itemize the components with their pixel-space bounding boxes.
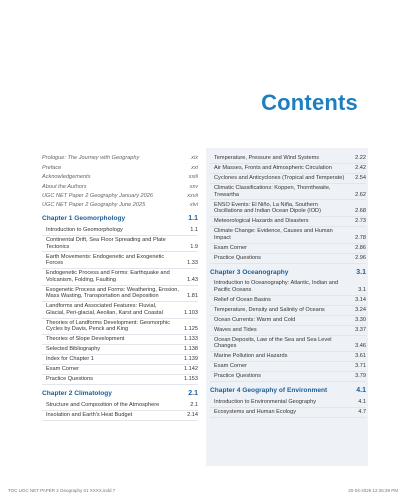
toc-entry-title: Continental Drift, Sea Floor Spreading and Plate Tectonics — [46, 237, 166, 250]
toc-entry-page: 4.1 — [358, 398, 366, 405]
toc-entry — [210, 306, 366, 316]
toc-entry-title: Theories of Slope Development — [46, 336, 125, 343]
toc-entry-page: 4.7 — [358, 408, 366, 415]
toc-entry-title: Exam Corner — [46, 366, 79, 373]
toc-entry-page: 2.62 — [355, 191, 366, 198]
toc-entry-title: Practice Questions — [46, 376, 93, 383]
toc-entry-title: Practice Questions — [214, 254, 261, 261]
toc-entry — [210, 279, 366, 296]
toc-front-matter-entry — [42, 182, 198, 191]
toc-chapter-heading — [210, 269, 366, 280]
print-footer — [8, 488, 398, 493]
toc-entry — [210, 244, 366, 254]
toc-entry — [42, 411, 198, 421]
toc-entry-page: 2.54 — [355, 175, 366, 182]
toc-chapter-heading — [210, 387, 366, 398]
toc-entry — [42, 269, 198, 286]
toc-front-matter-entry — [42, 154, 198, 163]
toc-entry-page: xxi — [191, 164, 198, 171]
toc-entry — [42, 226, 198, 236]
footer-file: TOC UGC NET PAPER 2 Geography 01 XXXX.indd 7 — [8, 488, 116, 493]
toc-entry-page: 2.73 — [355, 218, 366, 225]
toc-entry — [210, 164, 366, 174]
toc-entry-title: Insolation and Earth's Heat Budget — [46, 411, 133, 418]
toc-entry-page: 2.96 — [355, 254, 366, 261]
toc-entry-title: Chapter 3 Oceanography — [210, 268, 289, 276]
toc-entry-title: Practice Questions — [214, 373, 261, 380]
toc-entry-title: Introduction to Environmental Geography — [214, 398, 316, 405]
toc-entry-page: 3.30 — [355, 316, 366, 323]
toc-front-matter-entry — [42, 173, 198, 182]
toc-entry-page: 2.22 — [355, 155, 366, 162]
toc-entry-title: About the Authors — [42, 183, 87, 190]
toc-entry-title: Temperature, Pressure and Wind Systems — [214, 155, 320, 162]
toc-entry — [42, 252, 198, 269]
toc-front-matter-entry — [42, 201, 198, 210]
toc-entry-title: Exogenetic Process and Forms: Weathering, Erosion, Mass Wasting, Transportation and Deposition — [46, 286, 179, 300]
toc-entry — [210, 254, 366, 264]
toc-entry-page: 2.42 — [355, 165, 366, 172]
toc-entry-title: Selected Bibliography — [46, 346, 101, 353]
toc-entry-title: Acknowledgements — [42, 174, 91, 181]
toc-entry — [42, 319, 198, 336]
toc-entry-title: Cyclones and Anticyclones (Tropical and Temperate) — [214, 175, 345, 182]
toc-entry-title: Landforms and Associated Features: Fluvial, Glacial, Peri-glacial, Aeolian, Karst and Coastal — [46, 303, 163, 316]
toc-entry-title: Introduction to Oceanography: Atlantic, Indian and Pacific Oceans — [214, 280, 339, 293]
toc-entry-page: 1.81 — [187, 293, 198, 300]
toc-entry-title: ENSO Events: El Niño, La Niña, Southern Oscillations and Indian Ocean Dipole (IOD) — [214, 201, 321, 215]
toc-entry-title: Prologue: The Journey with Geography — [42, 155, 140, 162]
toc-entry-title: Ocean Currents: Warm and Cold — [214, 316, 296, 323]
toc-entry-page: 1.1 — [188, 215, 198, 223]
toc-entry-page: 1.9 — [190, 243, 198, 250]
toc-entry — [210, 154, 366, 164]
toc-entry — [210, 200, 366, 217]
toc-entry-title: Earth Movements: Endogenetic and Exogenetic Forces — [46, 253, 165, 267]
toc-entry-page: 3.37 — [355, 326, 366, 333]
toc-entry-title: Climatic Classifications: Koppen, Thornthwaite, Trewartha — [214, 185, 331, 198]
toc-entry-page: 3.1 — [358, 286, 366, 293]
toc-entry — [210, 362, 366, 372]
toc-entry-title: Ocean Deposits, Law of the Sea and Sea Level Changes — [214, 336, 332, 350]
toc-entry-title: Temperature, Density and Salinity of Oceans — [214, 306, 325, 313]
toc-entry-title: Exam Corner — [214, 244, 247, 251]
toc-entry — [42, 286, 198, 303]
toc-entry-page: 2.78 — [355, 234, 366, 241]
toc-entry-title: Air Masses, Fronts and Atmospheric Circulation — [214, 165, 332, 172]
toc-entry — [42, 375, 198, 385]
toc-entry-page: 1.125 — [184, 326, 198, 333]
toc-entry-page: 3.79 — [355, 373, 366, 380]
toc-entry-page: 3.61 — [355, 353, 366, 360]
toc-entry-title: Ecosystems and Human Ecology — [214, 408, 297, 415]
toc-front-matter-entry — [42, 163, 198, 172]
toc-left-column — [42, 154, 198, 421]
toc-chapter-heading — [42, 390, 198, 401]
toc-entry-page: xxiii — [188, 174, 198, 181]
toc-entry — [42, 302, 198, 319]
toc-entry-title: Marine Pollution and Hazards — [214, 353, 288, 360]
toc-entry-title: Chapter 2 Climatology — [42, 390, 112, 398]
toc-entry-title: Endogenetic Process and Forms: Earthquake and Volcanism, Folding, Faulting — [46, 270, 170, 283]
toc-entry-page: 2.14 — [187, 411, 198, 418]
toc-entry-page: 4.1 — [356, 387, 366, 394]
toc-entry-page: 3.14 — [355, 296, 366, 303]
toc-entry — [210, 372, 366, 382]
toc-entry-page: 2.86 — [355, 244, 366, 251]
toc-entry-page: 2.68 — [355, 208, 366, 215]
toc-entry-page: 1.103 — [184, 309, 198, 316]
footer-timestamp: 20-04-2026 12:26:39 PM — [348, 488, 398, 493]
toc-entry-page: 3.71 — [355, 363, 366, 370]
toc-entry-page: xxvii — [187, 192, 198, 199]
toc-entry-page: 2.1 — [190, 401, 198, 408]
toc-entry — [42, 345, 198, 355]
toc-entry — [210, 174, 366, 184]
toc-entry-page: 1.139 — [184, 356, 198, 363]
toc-entry — [42, 365, 198, 375]
toc-entry-page: 3.46 — [355, 343, 366, 350]
toc-entry-title: Climate Change: Evidence, Causes and Human Impact — [214, 228, 333, 241]
toc-entry-title: Meteorological Hazards and Disasters — [214, 218, 309, 225]
toc-entry — [42, 236, 198, 253]
toc-entry-page: xxv — [189, 183, 198, 190]
toc-entry — [210, 184, 366, 201]
toc-entry — [210, 352, 366, 362]
toc-entry-title: Chapter 1 Geomorphology — [42, 215, 126, 223]
toc-entry — [210, 408, 366, 418]
toc-entry — [210, 217, 366, 227]
toc-entry — [42, 355, 198, 365]
toc-entry-page: xlvi — [189, 202, 198, 209]
toc-entry-title: Introduction to Geomorphology — [46, 227, 123, 234]
toc-entry-title: UGC NET Paper 2 Geography January 2026 — [42, 192, 154, 199]
toc-entry — [42, 335, 198, 345]
toc-entry — [42, 401, 198, 411]
toc-entry — [210, 336, 366, 353]
toc-entry — [210, 326, 366, 336]
toc-entry-page: 1.33 — [187, 260, 198, 267]
toc-entry-page: 1.43 — [187, 276, 198, 283]
toc-entry-title: Exam Corner — [214, 363, 247, 370]
toc-entry — [210, 398, 366, 408]
toc-entry-title: Waves and Tides — [214, 326, 257, 333]
toc-entry-page: 1.138 — [184, 346, 198, 353]
toc-entry-page: xix — [191, 155, 198, 162]
toc-entry-page: 3.24 — [355, 306, 366, 313]
toc-entry — [210, 227, 366, 244]
toc-entry-title: Index for Chapter 1 — [46, 356, 94, 363]
toc-entry-title: UGC NET Paper 2 Geography June 2025 — [42, 202, 146, 209]
toc-entry-page: 1.133 — [184, 336, 198, 343]
toc-entry-page: 1.1 — [190, 227, 198, 234]
toc-entry-title: Theories of Landforms Development: Geomorphic Cycles by Davis, Penck and King — [46, 319, 171, 333]
toc-entry-page: 3.1 — [356, 268, 366, 276]
toc-entry — [210, 316, 366, 326]
toc-right-column — [210, 154, 366, 418]
toc-entry-title: Structure and Composition of the Atmosphere — [46, 401, 160, 408]
toc-front-matter-entry — [42, 192, 198, 201]
toc-entry-title: Preface — [42, 164, 62, 171]
toc-entry-page: 2.1 — [188, 390, 198, 398]
toc-entry-page: 1.153 — [184, 376, 198, 383]
toc-entry-title: Relief of Ocean Basins — [214, 296, 271, 303]
toc-entry-title: Chapter 4 Geography of Environment — [210, 387, 328, 394]
toc-chapter-heading — [42, 215, 198, 226]
toc-entry-page: 1.142 — [184, 366, 198, 373]
page-title: Contents — [261, 90, 358, 115]
toc-entry — [210, 296, 366, 306]
